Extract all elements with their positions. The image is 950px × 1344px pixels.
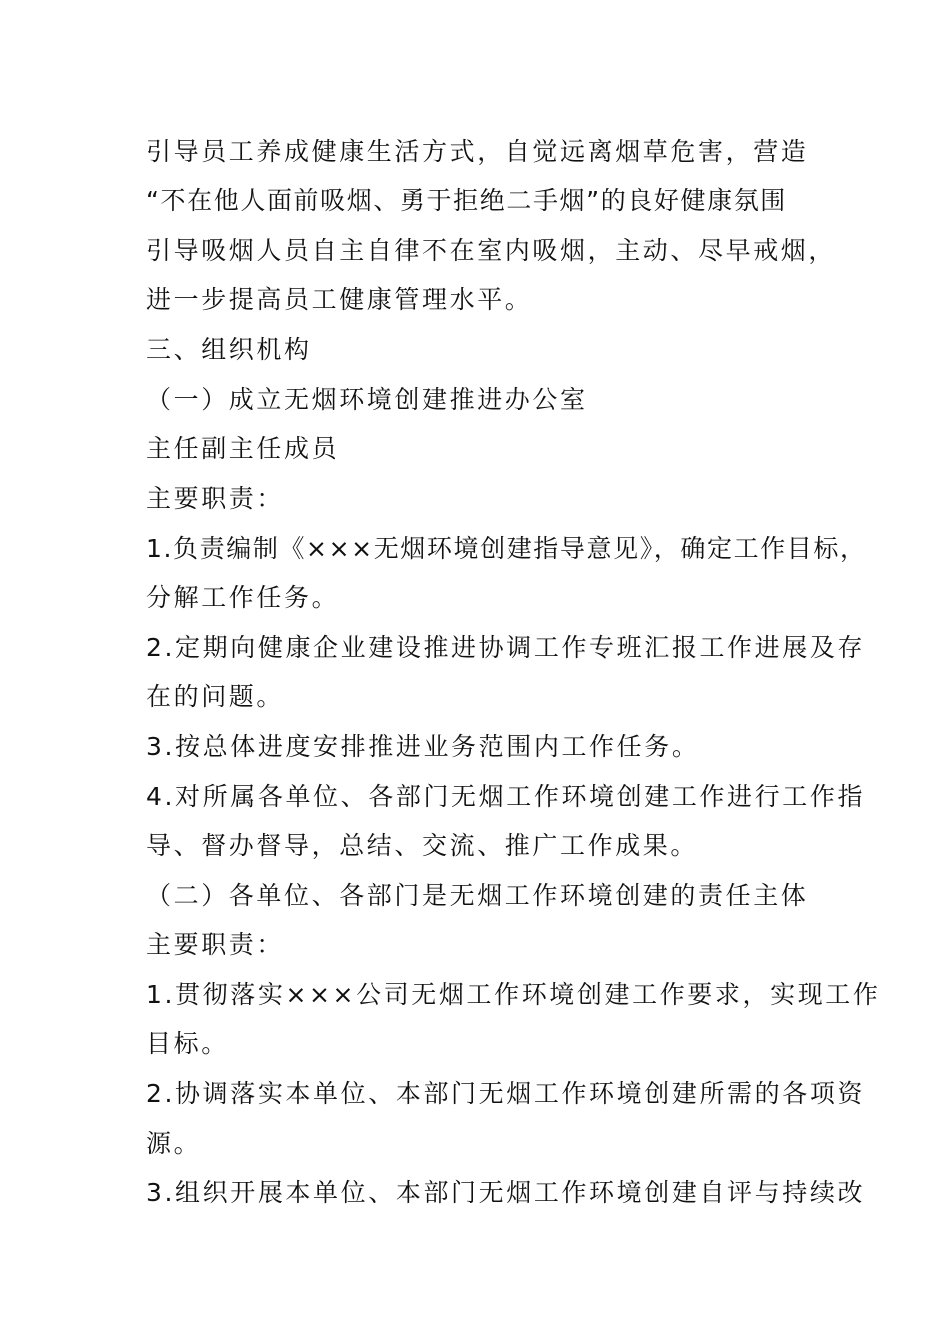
text-line: 在的问题。: [146, 682, 285, 711]
list-item: 2.协调落实本单位、本部门无烟工作环境创建所需的各项资: [146, 1079, 866, 1108]
subsection-heading: （二）各单位、各部门是无烟工作环境创建的责任主体: [146, 881, 809, 910]
list-item: 3.组织开展本单位、本部门无烟工作环境创建自评与持续改: [146, 1178, 866, 1207]
text-line: “不在他人面前吸烟、勇于拒绝二手烟”的良好健康氛围: [146, 186, 787, 215]
section-heading: 三、组织机构: [146, 335, 312, 364]
text-line: 目标。: [146, 1029, 229, 1058]
text-line: 主任副主任成员: [146, 434, 340, 463]
list-item: 2.定期向健康企业建设推进协调工作专班汇报工作进展及存: [146, 633, 866, 662]
subsection-heading: （一）成立无烟环境创建推进办公室: [146, 385, 588, 414]
text-line: 主要职责：: [146, 930, 285, 959]
list-item: 4.对所属各单位、各部门无烟工作环境创建工作进行工作指: [146, 782, 866, 811]
text-line: 源。: [146, 1129, 202, 1158]
text-line: 主要职责：: [146, 484, 285, 513]
list-item: 1.贯彻落实×××公司无烟工作环境创建工作要求，实现工作: [146, 980, 881, 1009]
text-line: 进一步提高员工健康管理水平。: [146, 285, 533, 314]
text-line: 引导员工养成健康生活方式，自觉远离烟草危害，营造: [146, 137, 809, 166]
list-item: 1.负责编制《×××无烟环境创建指导意见》，确定工作目标，: [146, 534, 867, 563]
text-line: 引导吸烟人员自主自律不在室内吸烟，主动、尽早戒烟，: [146, 236, 837, 265]
list-item: 3.按总体进度安排推进业务范围内工作任务。: [146, 732, 700, 761]
text-line: 导、督办督导，总结、交流、推广工作成果。: [146, 831, 699, 860]
text-line: 分解工作任务。: [146, 583, 340, 612]
